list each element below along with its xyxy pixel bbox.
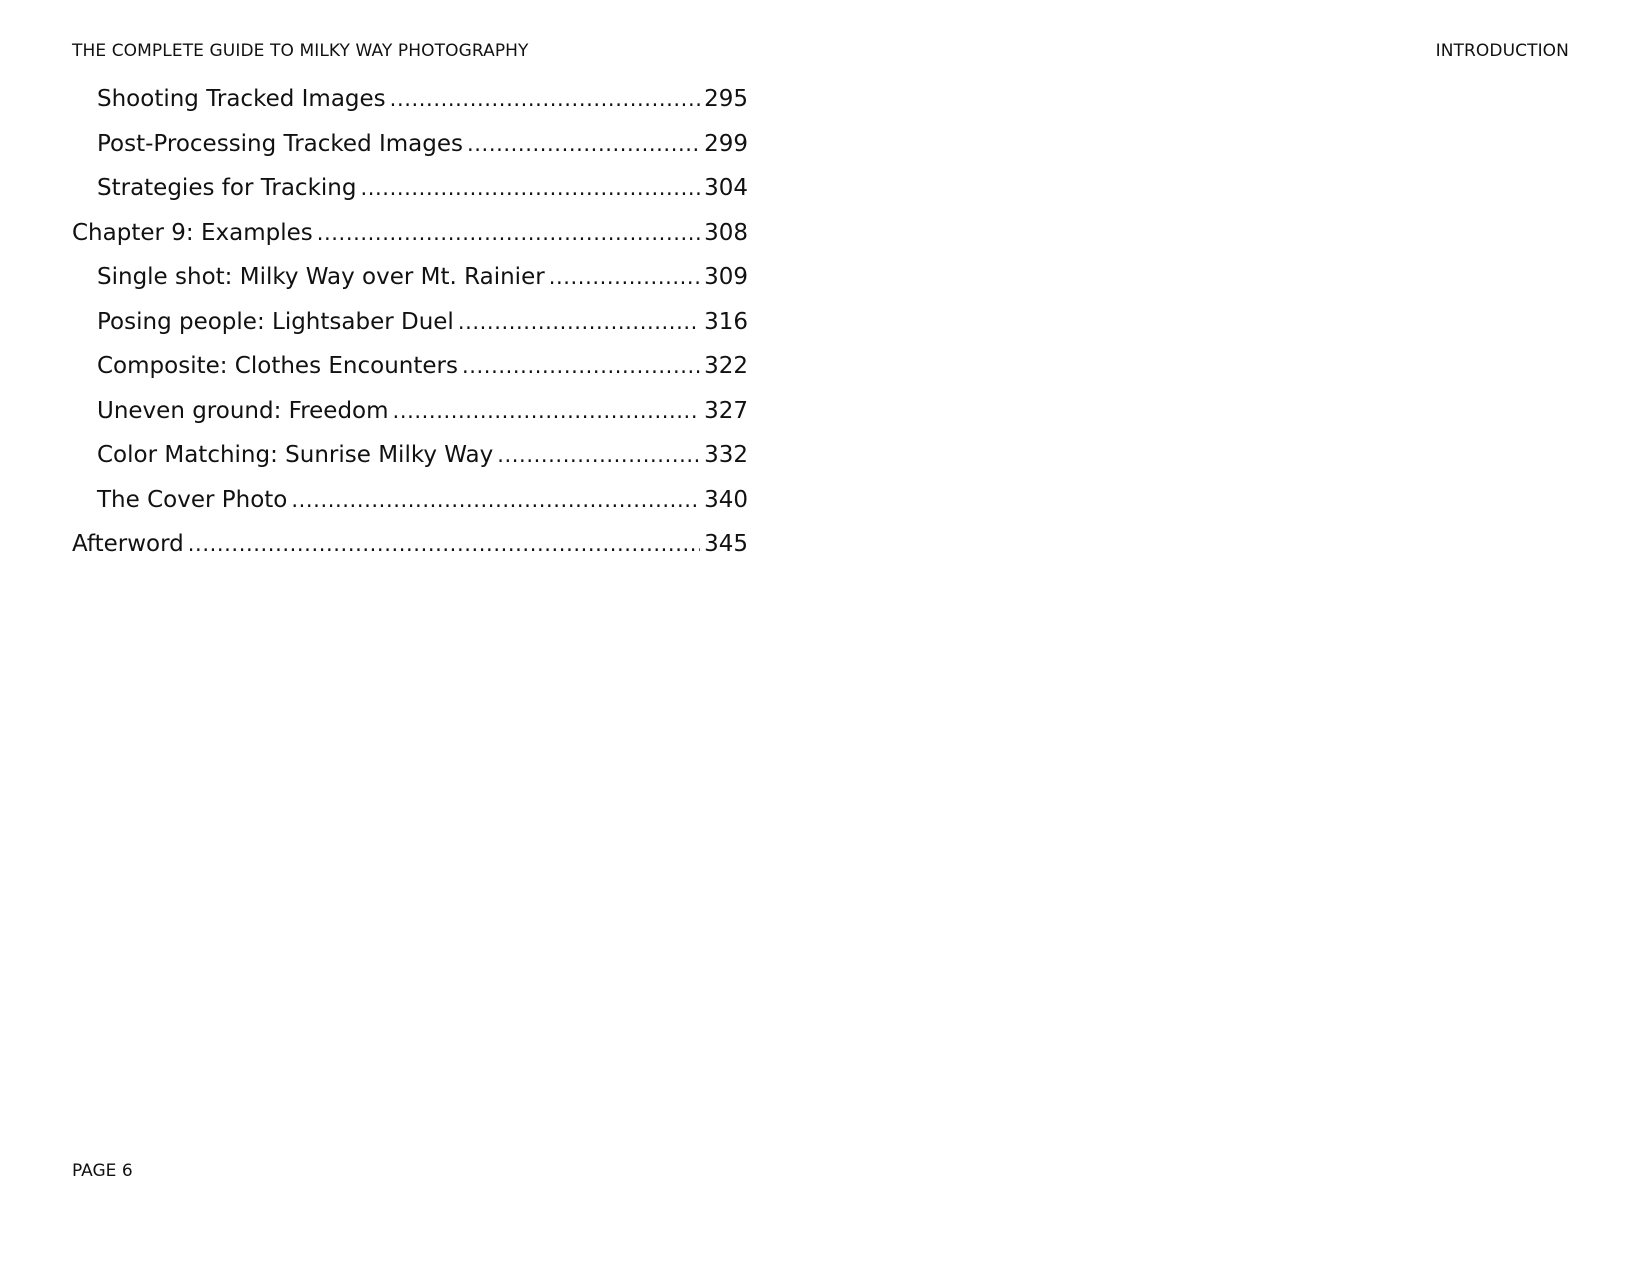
toc-dot-leader bbox=[549, 262, 700, 292]
toc-entry[interactable] bbox=[72, 351, 748, 396]
toc-entry-page: 340 bbox=[704, 486, 748, 513]
toc-entry-page: 309 bbox=[704, 264, 748, 290]
toc-dot-leader bbox=[317, 218, 700, 248]
toc-entry-title: Chapter 9: Examples bbox=[72, 219, 313, 246]
toc-entry-title: Composite: Clothes Encounters bbox=[97, 353, 458, 379]
toc-entry-title: Posing people: Lightsaber Duel bbox=[97, 308, 454, 335]
toc-entry[interactable] bbox=[72, 262, 748, 307]
toc-entry-title: Color Matching: Sunrise Milky Way bbox=[97, 442, 494, 468]
toc-entry-page: 322 bbox=[704, 353, 748, 379]
toc-entry[interactable] bbox=[72, 218, 748, 263]
toc-entry-page: 316 bbox=[704, 308, 748, 335]
toc-entry[interactable] bbox=[72, 173, 748, 218]
toc-dot-leader bbox=[393, 396, 701, 426]
toc-entry-page: 345 bbox=[704, 531, 748, 557]
toc-entry-page: 295 bbox=[704, 86, 748, 112]
page-number-footer: PAGE 6 bbox=[72, 1161, 133, 1181]
toc-dot-leader bbox=[458, 307, 700, 337]
toc-entry-page: 299 bbox=[704, 130, 748, 157]
toc-entry[interactable] bbox=[72, 307, 748, 352]
toc-dot-leader bbox=[462, 351, 700, 381]
toc-entry-title: Uneven ground: Freedom bbox=[97, 397, 389, 424]
toc-entry[interactable] bbox=[72, 529, 748, 574]
toc-dot-leader bbox=[360, 173, 700, 203]
toc-entry-title: Shooting Tracked Images bbox=[97, 86, 386, 112]
toc-entry[interactable] bbox=[72, 129, 748, 174]
toc-entry[interactable] bbox=[72, 396, 748, 441]
toc-entry[interactable] bbox=[72, 440, 748, 485]
running-header-book-title: THE COMPLETE GUIDE TO MILKY WAY PHOTOGRAPHY bbox=[72, 41, 529, 61]
toc-entry[interactable] bbox=[72, 84, 748, 129]
toc-entry-title: The Cover Photo bbox=[97, 486, 288, 513]
toc-entry-title: Afterword bbox=[72, 531, 184, 557]
toc-entry-title: Strategies for Tracking bbox=[97, 175, 357, 201]
toc-dot-leader bbox=[497, 440, 700, 470]
toc-entry-title: Single shot: Milky Way over Mt. Rainier bbox=[97, 264, 545, 290]
toc-entry-page: 332 bbox=[704, 442, 748, 468]
toc-entry-title: Post-Processing Tracked Images bbox=[97, 130, 463, 157]
running-header-section: INTRODUCTION bbox=[1435, 41, 1569, 61]
toc-entry-page: 327 bbox=[704, 397, 748, 424]
table-of-contents bbox=[72, 84, 748, 574]
toc-dot-leader bbox=[390, 84, 700, 114]
toc-dot-leader bbox=[467, 129, 700, 159]
toc-dot-leader bbox=[291, 485, 700, 515]
toc-entry-page: 308 bbox=[704, 219, 748, 246]
toc-entry[interactable] bbox=[72, 485, 748, 530]
toc-entry-page: 304 bbox=[704, 175, 748, 201]
toc-dot-leader bbox=[188, 529, 700, 559]
